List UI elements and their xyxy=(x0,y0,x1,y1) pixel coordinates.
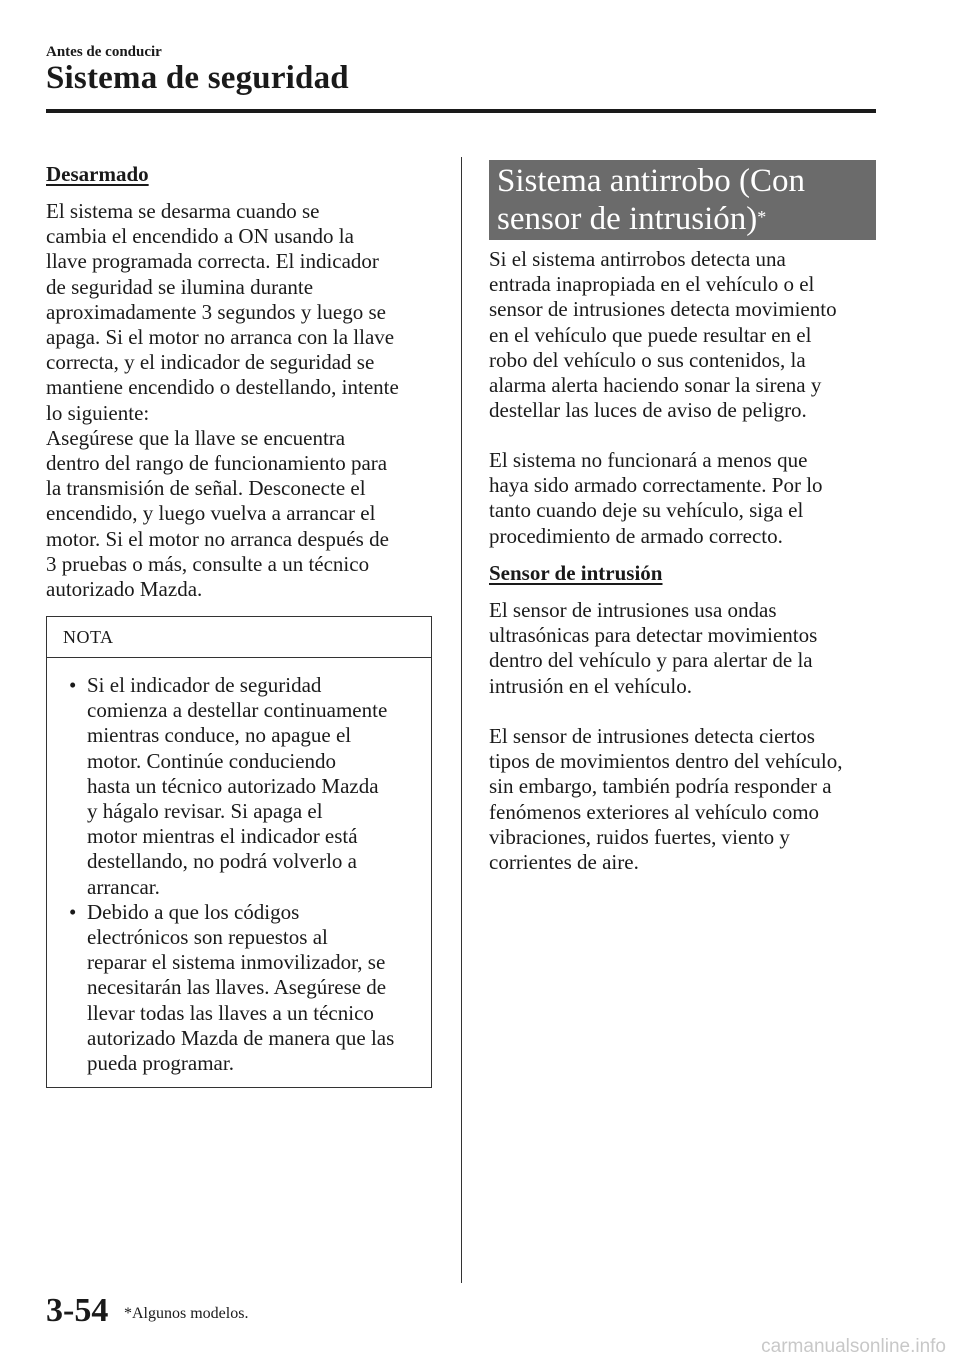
text-line: destellando, no podrá volverlo a xyxy=(87,849,358,874)
note-item-text xyxy=(87,673,394,900)
text-line: lo siguiente: xyxy=(46,400,150,425)
text-line: alarma alerta haciendo sonar la sirena y xyxy=(489,373,822,398)
note-item xyxy=(63,673,394,900)
text-line: motor. Si el motor no arranca después de xyxy=(46,526,389,551)
text-line: de seguridad se ilumina durante xyxy=(46,274,314,299)
note-header xyxy=(47,617,431,658)
text-line: ultrasónicas para detectar movimientos xyxy=(489,623,818,648)
text-line: y hágalo revisar. Si apaga el xyxy=(87,799,323,824)
text-line: tipos de movimientos dentro del vehículo, xyxy=(489,749,843,774)
text-line: El sensor de intrusiones usa ondas xyxy=(489,598,777,622)
text-line: llevar todas las llaves a un técnico xyxy=(87,1000,374,1025)
banner-line-2-text: sensor de intrusión) xyxy=(497,201,758,237)
text-line: mantiene encendido o destellando, intente xyxy=(46,375,399,400)
text-line: El sistema no funcionará a menos que xyxy=(489,448,808,472)
text-line: El sistema se desarma cuando se xyxy=(46,199,320,223)
text-line: Asegúrese que la llave se encuentra xyxy=(46,425,346,450)
text-line: correcta, y el indicador de seguridad se xyxy=(46,350,375,375)
text-line: motor mientras el indicador está xyxy=(87,824,358,849)
section-label: Antes de conducir xyxy=(46,44,162,60)
note-item xyxy=(63,900,394,1076)
desarmado-heading: Desarmado xyxy=(46,162,149,186)
banner-line-1: Sistema antirrobo (Con xyxy=(497,163,805,199)
page-title: Sistema de seguridad xyxy=(46,60,349,96)
section-banner xyxy=(489,160,876,240)
text-line: fenómenos exteriores al vehículo como xyxy=(489,799,820,824)
sensor-para-2 xyxy=(489,724,842,875)
note-list xyxy=(63,673,394,1076)
text-line: autorizado Mazda. xyxy=(46,577,203,602)
text-line: en el vehículo que puede resultar en el xyxy=(489,322,812,347)
banner-title xyxy=(497,162,805,238)
antirrobo-para-1 xyxy=(489,247,837,423)
text-line: corrientes de aire. xyxy=(489,850,639,875)
text-line: hasta un técnico autorizado Mazda xyxy=(87,773,379,798)
note-item-text xyxy=(87,900,394,1076)
text-line: electrónicos son repuestos al xyxy=(87,925,328,950)
page-number: 3-54 xyxy=(46,1292,109,1329)
text-line: intrusión en el vehículo. xyxy=(489,673,692,698)
text-line: mientras conduce, no apague el xyxy=(87,723,352,748)
banner-line-2 xyxy=(497,200,805,238)
text-line: Si el indicador de seguridad xyxy=(87,673,322,697)
text-line: sin embargo, también podría responder a xyxy=(489,774,832,799)
text-line: procedimiento de armado correcto. xyxy=(489,523,783,548)
text-line: robo del vehículo o sus contenidos, la xyxy=(489,347,806,372)
text-line: haya sido armado correctamente. Por lo xyxy=(489,473,823,498)
text-line: 3 pruebas o más, consulte a un técnico xyxy=(46,551,370,576)
text-line: apaga. Si el motor no arranca con la llave xyxy=(46,325,395,350)
text-line: reparar el sistema inmovilizador, se xyxy=(87,950,386,975)
desarmado-body xyxy=(46,199,399,602)
text-line: Si el sistema antirrobos detecta una xyxy=(489,247,786,271)
antirrobo-para-2 xyxy=(489,448,823,549)
note-box xyxy=(46,616,432,1088)
text-line: Debido a que los códigos xyxy=(87,899,300,924)
text-line: dentro del vehículo y para alertar de la xyxy=(489,648,813,673)
text-line: aproximadamente 3 segundos y luego se xyxy=(46,299,386,324)
watermark: carmanualsonline.info xyxy=(761,1336,946,1357)
note-title: NOTA xyxy=(63,627,114,647)
text-line: pueda programar. xyxy=(87,1051,234,1076)
sensor-para-1 xyxy=(489,598,817,699)
sensor-heading: Sensor de intrusión xyxy=(489,561,663,585)
text-line: comienza a destellar continuamente xyxy=(87,698,388,723)
header-rule xyxy=(46,109,876,113)
text-line: sensor de intrusiones detecta movimiento xyxy=(489,297,837,322)
text-line: autorizado Mazda de manera que las xyxy=(87,1025,395,1050)
text-line: arrancar. xyxy=(87,874,160,899)
text-line: El sensor de intrusiones detecta ciertos xyxy=(489,724,815,748)
bullet-icon: • xyxy=(69,673,77,697)
text-line: encendido, y luego vuelva a arrancar el xyxy=(46,501,376,526)
footnote: *Algunos modelos. xyxy=(124,1305,249,1322)
text-line: vibraciones, ruidos fuertes, viento y xyxy=(489,824,790,849)
text-line: dentro del rango de funcionamiento para xyxy=(46,451,388,476)
text-line: motor. Continúe conduciendo xyxy=(87,748,337,773)
bullet-icon: • xyxy=(69,899,77,924)
text-line: necesitarán las llaves. Asegúrese de xyxy=(87,975,387,1000)
text-line: llave programada correcta. El indicador xyxy=(46,249,379,274)
column-divider xyxy=(461,157,462,1283)
text-line: la transmisión de señal. Desconecte el xyxy=(46,476,366,501)
text-line: tanto cuando deje su vehículo, siga el xyxy=(489,498,804,523)
footnote-marker: * xyxy=(757,207,767,227)
text-line: destellar las luces de aviso de peligro. xyxy=(489,398,807,423)
text-line: entrada inapropiada en el vehículo o el xyxy=(489,272,815,297)
text-line: cambia el encendido a ON usando la xyxy=(46,224,354,249)
